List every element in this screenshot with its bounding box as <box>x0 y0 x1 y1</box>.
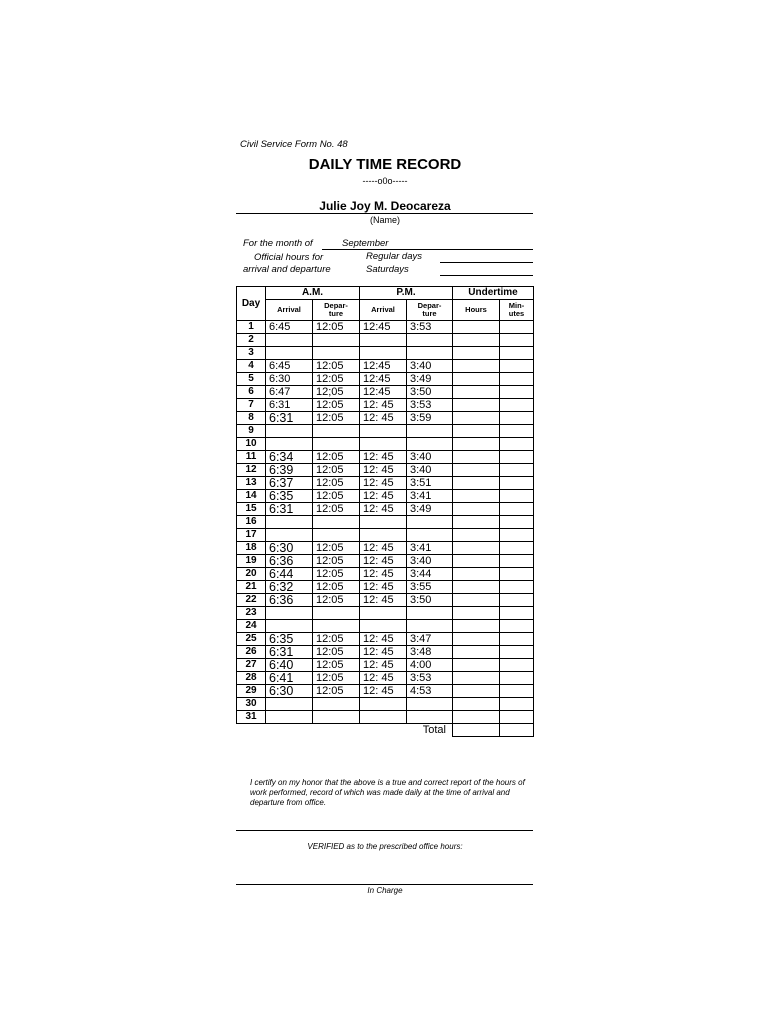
undertime-hours-cell <box>453 373 500 386</box>
undertime-minutes-cell <box>500 568 534 581</box>
undertime-hours-cell <box>453 672 500 685</box>
undertime-minutes-cell <box>500 633 534 646</box>
am-arrival-cell: 6:45 <box>266 360 313 373</box>
employee-name: Julie Joy M. Deocareza <box>319 199 451 213</box>
official-hours-label: Official hours for <box>254 252 324 263</box>
am-departure-cell: 12:05 <box>313 451 360 464</box>
am-arrival-cell: 6:37 <box>266 477 313 490</box>
pm-departure-cell <box>407 334 453 347</box>
table-row <box>237 412 534 425</box>
undertime-hours-cell <box>453 581 500 594</box>
document-title: DAILY TIME RECORD <box>308 156 462 173</box>
table-row <box>237 438 534 451</box>
in-charge-label: In Charge <box>367 886 403 895</box>
day-cell: 7 <box>237 399 266 412</box>
pm-arrival-cell: 12: 45 <box>360 633 407 646</box>
am-arrival-cell <box>266 529 313 542</box>
pm-arrival-cell: 12: 45 <box>360 490 407 503</box>
day-cell: 15 <box>237 503 266 516</box>
undertime-minutes-cell <box>500 425 534 438</box>
day-cell: 31 <box>237 711 266 724</box>
hours-header: Hours <box>453 300 500 321</box>
undertime-minutes-cell <box>500 581 534 594</box>
day-cell: 22 <box>237 594 266 607</box>
undertime-minutes-cell <box>500 360 534 373</box>
table-row <box>237 490 534 503</box>
undertime-header: Undertime <box>453 287 534 300</box>
table-row <box>237 516 534 529</box>
pm-departure-cell: 3:48 <box>407 646 453 659</box>
pm-arrival-cell: 12: 45 <box>360 685 407 698</box>
table-row <box>237 373 534 386</box>
pm-arrival-cell: 12:45 <box>360 360 407 373</box>
am-departure-cell <box>313 334 360 347</box>
pm-arrival-cell: 12: 45 <box>360 555 407 568</box>
undertime-minutes-cell <box>500 711 534 724</box>
pm-arrival-cell <box>360 438 407 451</box>
pm-departure-cell: 3:44 <box>407 568 453 581</box>
undertime-hours-cell <box>453 490 500 503</box>
table-row <box>237 451 534 464</box>
day-cell: 3 <box>237 347 266 360</box>
am-departure-cell: 12:05 <box>313 633 360 646</box>
am-arrival-cell: 6:40 <box>266 659 313 672</box>
am-arrival-cell: 6:39 <box>266 464 313 477</box>
day-cell: 23 <box>237 607 266 620</box>
day-header: Day <box>237 287 266 321</box>
day-cell: 17 <box>237 529 266 542</box>
table-row <box>237 633 534 646</box>
table-row <box>237 659 534 672</box>
day-cell: 13 <box>237 477 266 490</box>
undertime-minutes-cell <box>500 477 534 490</box>
am-arrival-cell <box>266 607 313 620</box>
undertime-minutes-cell <box>500 373 534 386</box>
am-departure-cell: 12:05 <box>313 542 360 555</box>
table-row <box>237 360 534 373</box>
am-arrival-cell: 6:30 <box>266 685 313 698</box>
undertime-minutes-cell <box>500 542 534 555</box>
table-row <box>237 581 534 594</box>
undertime-minutes-cell <box>500 529 534 542</box>
day-cell: 6 <box>237 386 266 399</box>
pm-arrival-cell: 12: 45 <box>360 464 407 477</box>
undertime-minutes-cell <box>500 412 534 425</box>
undertime-hours-cell <box>453 698 500 711</box>
am-arrival-cell <box>266 425 313 438</box>
day-cell: 5 <box>237 373 266 386</box>
day-cell: 20 <box>237 568 266 581</box>
am-departure-cell: 12:05 <box>313 568 360 581</box>
table-row <box>237 568 534 581</box>
pm-departure-header: Depar- ture <box>407 300 453 321</box>
pm-arrival-cell <box>360 607 407 620</box>
undertime-minutes-cell <box>500 698 534 711</box>
am-arrival-cell: 6:45 <box>266 321 313 334</box>
table-row <box>237 464 534 477</box>
arrival-departure-label: arrival and departure <box>243 264 331 275</box>
am-departure-cell: 12:05 <box>313 321 360 334</box>
day-cell: 1 <box>237 321 266 334</box>
undertime-hours-cell <box>453 646 500 659</box>
pm-arrival-cell <box>360 347 407 360</box>
undertime-minutes-cell <box>500 646 534 659</box>
signature-line <box>236 830 533 831</box>
total-minutes <box>500 724 534 737</box>
pm-departure-cell: 3:50 <box>407 594 453 607</box>
minutes-header: Min- utes <box>500 300 534 321</box>
day-cell: 9 <box>237 425 266 438</box>
am-departure-cell: 12:05 <box>313 477 360 490</box>
pm-arrival-cell: 12: 45 <box>360 594 407 607</box>
am-arrival-cell <box>266 516 313 529</box>
pm-arrival-cell: 12: 45 <box>360 503 407 516</box>
am-departure-cell: 12:05 <box>313 360 360 373</box>
day-cell: 24 <box>237 620 266 633</box>
pm-departure-cell: 3:40 <box>407 451 453 464</box>
undertime-minutes-cell <box>500 451 534 464</box>
pm-arrival-cell: 12:45 <box>360 386 407 399</box>
pm-arrival-cell: 12:45 <box>360 321 407 334</box>
regular-days-underline <box>440 262 533 263</box>
table-row <box>237 646 534 659</box>
day-cell: 21 <box>237 581 266 594</box>
undertime-hours-cell <box>453 711 500 724</box>
undertime-minutes-cell <box>500 659 534 672</box>
table-row <box>237 503 534 516</box>
am-departure-cell: 12:05 <box>313 555 360 568</box>
undertime-minutes-cell <box>500 386 534 399</box>
am-departure-cell: 12:05 <box>313 659 360 672</box>
pm-departure-cell: 3:40 <box>407 464 453 477</box>
pm-departure-cell: 3:41 <box>407 490 453 503</box>
form-number: Civil Service Form No. 48 <box>240 139 348 150</box>
undertime-hours-cell <box>453 685 500 698</box>
am-departure-cell <box>313 425 360 438</box>
pm-departure-cell <box>407 711 453 724</box>
undertime-hours-cell <box>453 464 500 477</box>
am-departure-cell: 12:05 <box>313 685 360 698</box>
day-cell: 14 <box>237 490 266 503</box>
undertime-hours-cell <box>453 347 500 360</box>
undertime-minutes-cell <box>500 620 534 633</box>
pm-arrival-cell: 12: 45 <box>360 412 407 425</box>
am-departure-cell: 12:05 <box>313 373 360 386</box>
pm-arrival-cell <box>360 516 407 529</box>
pm-departure-cell: 3:53 <box>407 399 453 412</box>
am-arrival-cell: 6:30 <box>266 542 313 555</box>
pm-arrival-header: Arrival <box>360 300 407 321</box>
am-departure-cell: 12:05 <box>313 646 360 659</box>
am-departure-cell <box>313 347 360 360</box>
pm-departure-cell: 3:59 <box>407 412 453 425</box>
undertime-minutes-cell <box>500 490 534 503</box>
pm-departure-cell: 3:51 <box>407 477 453 490</box>
undertime-minutes-cell <box>500 555 534 568</box>
undertime-minutes-cell <box>500 464 534 477</box>
table-row <box>237 321 534 334</box>
am-departure-cell: 12:05 <box>313 464 360 477</box>
undertime-hours-cell <box>453 386 500 399</box>
pm-departure-cell: 4:00 <box>407 659 453 672</box>
pm-departure-cell: 3:47 <box>407 633 453 646</box>
table-row <box>237 399 534 412</box>
pm-departure-cell: 3:49 <box>407 373 453 386</box>
am-header: A.M. <box>266 287 360 300</box>
am-arrival-cell <box>266 698 313 711</box>
undertime-hours-cell <box>453 334 500 347</box>
day-cell: 18 <box>237 542 266 555</box>
table-row <box>237 711 534 724</box>
day-cell: 4 <box>237 360 266 373</box>
am-departure-cell: 12:05 <box>313 399 360 412</box>
undertime-minutes-cell <box>500 685 534 698</box>
undertime-hours-cell <box>453 568 500 581</box>
undertime-minutes-cell <box>500 334 534 347</box>
am-departure-cell: 12:05 <box>313 503 360 516</box>
undertime-minutes-cell <box>500 672 534 685</box>
pm-arrival-cell: 12: 45 <box>360 451 407 464</box>
pm-arrival-cell: 12: 45 <box>360 646 407 659</box>
pm-departure-cell: 3:41 <box>407 542 453 555</box>
table-row <box>237 386 534 399</box>
am-arrival-cell: 6:30 <box>266 373 313 386</box>
am-departure-cell <box>313 711 360 724</box>
am-arrival-header: Arrival <box>266 300 313 321</box>
am-arrival-cell: 6:36 <box>266 555 313 568</box>
table-subheader-row <box>237 300 534 321</box>
undertime-hours-cell <box>453 451 500 464</box>
am-departure-cell: 12:05 <box>313 412 360 425</box>
day-cell: 10 <box>237 438 266 451</box>
am-departure-cell <box>313 529 360 542</box>
undertime-hours-cell <box>453 529 500 542</box>
certification-text: I certify on my honor that the above is a true and correct report of the hours of work performed, record of which was made daily at the time of arrival and departure from office. <box>250 778 525 807</box>
day-cell: 28 <box>237 672 266 685</box>
pm-departure-cell <box>407 516 453 529</box>
pm-departure-cell: 3:40 <box>407 360 453 373</box>
am-departure-cell <box>313 620 360 633</box>
day-cell: 16 <box>237 516 266 529</box>
table-row <box>237 607 534 620</box>
undertime-hours-cell <box>453 477 500 490</box>
table-row <box>237 334 534 347</box>
day-cell: 29 <box>237 685 266 698</box>
undertime-hours-cell <box>453 633 500 646</box>
pm-arrival-cell <box>360 698 407 711</box>
day-cell: 2 <box>237 334 266 347</box>
pm-arrival-cell <box>360 620 407 633</box>
regular-days-label: Regular days <box>366 251 422 262</box>
table-row <box>237 620 534 633</box>
pm-arrival-cell <box>360 334 407 347</box>
pm-departure-cell <box>407 438 453 451</box>
undertime-minutes-cell <box>500 503 534 516</box>
undertime-hours-cell <box>453 360 500 373</box>
day-cell: 12 <box>237 464 266 477</box>
month-value: September <box>342 238 389 249</box>
am-arrival-cell: 6:32 <box>266 581 313 594</box>
pm-arrival-cell: 12:45 <box>360 373 407 386</box>
table-row <box>237 698 534 711</box>
pm-departure-cell: 3:40 <box>407 555 453 568</box>
am-arrival-cell: 6:35 <box>266 490 313 503</box>
am-departure-cell: 12:05 <box>313 672 360 685</box>
pm-header: P.M. <box>360 287 453 300</box>
am-arrival-cell: 6:35 <box>266 633 313 646</box>
saturdays-underline <box>440 275 533 276</box>
am-arrival-cell: 6:41 <box>266 672 313 685</box>
day-cell: 8 <box>237 412 266 425</box>
undertime-hours-cell <box>453 620 500 633</box>
am-arrival-cell <box>266 438 313 451</box>
am-arrival-cell: 6:47 <box>266 386 313 399</box>
pm-arrival-cell: 12: 45 <box>360 659 407 672</box>
pm-departure-cell <box>407 698 453 711</box>
table-header-row <box>237 287 534 300</box>
undertime-hours-cell <box>453 321 500 334</box>
undertime-hours-cell <box>453 425 500 438</box>
total-hours <box>453 724 500 737</box>
undertime-minutes-cell <box>500 347 534 360</box>
total-row <box>237 724 534 737</box>
table-row <box>237 529 534 542</box>
undertime-hours-cell <box>453 412 500 425</box>
name-underline <box>236 213 533 214</box>
pm-departure-cell: 3:53 <box>407 672 453 685</box>
am-arrival-cell <box>266 620 313 633</box>
name-caption: (Name) <box>369 215 400 225</box>
am-arrival-cell: 6:31 <box>266 399 313 412</box>
pm-departure-cell: 3:49 <box>407 503 453 516</box>
pm-departure-cell <box>407 607 453 620</box>
am-departure-cell: 12:05 <box>313 594 360 607</box>
pm-departure-cell: 4:53 <box>407 685 453 698</box>
pm-arrival-cell: 12: 45 <box>360 477 407 490</box>
undertime-hours-cell <box>453 555 500 568</box>
am-departure-cell <box>313 516 360 529</box>
undertime-minutes-cell <box>500 594 534 607</box>
undertime-hours-cell <box>453 399 500 412</box>
am-arrival-cell <box>266 347 313 360</box>
pm-departure-cell <box>407 620 453 633</box>
pm-departure-cell <box>407 347 453 360</box>
table-row <box>237 685 534 698</box>
pm-arrival-cell: 12: 45 <box>360 542 407 555</box>
pm-departure-cell <box>407 529 453 542</box>
pm-departure-cell: 3:55 <box>407 581 453 594</box>
undertime-minutes-cell <box>500 321 534 334</box>
undertime-hours-cell <box>453 594 500 607</box>
undertime-minutes-cell <box>500 438 534 451</box>
saturdays-label: Saturdays <box>366 264 409 275</box>
pm-arrival-cell: 12: 45 <box>360 581 407 594</box>
undertime-hours-cell <box>453 516 500 529</box>
am-arrival-cell: 6:31 <box>266 412 313 425</box>
am-arrival-cell: 6:31 <box>266 503 313 516</box>
verified-text: VERIFIED as to the prescribed office hours: <box>307 842 463 851</box>
pm-arrival-cell: 12: 45 <box>360 399 407 412</box>
pm-arrival-cell: 12: 45 <box>360 568 407 581</box>
am-arrival-cell <box>266 334 313 347</box>
undertime-minutes-cell <box>500 607 534 620</box>
am-departure-header: Depar- ture <box>313 300 360 321</box>
day-cell: 11 <box>237 451 266 464</box>
day-cell: 26 <box>237 646 266 659</box>
am-arrival-cell: 6:36 <box>266 594 313 607</box>
total-label: Total <box>407 724 453 737</box>
pm-arrival-cell <box>360 425 407 438</box>
am-departure-cell <box>313 438 360 451</box>
table-row <box>237 542 534 555</box>
table-row <box>237 672 534 685</box>
pm-arrival-cell <box>360 529 407 542</box>
month-underline <box>322 249 533 250</box>
am-departure-cell: 12:05 <box>313 490 360 503</box>
am-arrival-cell: 6:44 <box>266 568 313 581</box>
am-arrival-cell <box>266 711 313 724</box>
undertime-minutes-cell <box>500 399 534 412</box>
am-departure-cell <box>313 607 360 620</box>
undertime-minutes-cell <box>500 516 534 529</box>
table-row <box>237 594 534 607</box>
pm-arrival-cell: 12: 45 <box>360 672 407 685</box>
day-cell: 27 <box>237 659 266 672</box>
pm-departure-cell: 3:53 <box>407 321 453 334</box>
in-charge-line <box>236 884 533 885</box>
table-row <box>237 425 534 438</box>
title-ornament: -----o0o----- <box>362 176 408 186</box>
day-cell: 25 <box>237 633 266 646</box>
month-label: For the month of <box>243 238 313 249</box>
pm-departure-cell: 3:50 <box>407 386 453 399</box>
table-row <box>237 477 534 490</box>
am-arrival-cell: 6:31 <box>266 646 313 659</box>
am-departure-cell: 12;05 <box>313 386 360 399</box>
undertime-hours-cell <box>453 607 500 620</box>
undertime-hours-cell <box>453 503 500 516</box>
am-departure-cell <box>313 698 360 711</box>
undertime-hours-cell <box>453 438 500 451</box>
table-row <box>237 347 534 360</box>
undertime-hours-cell <box>453 659 500 672</box>
pm-arrival-cell <box>360 711 407 724</box>
table-row <box>237 555 534 568</box>
am-arrival-cell: 6:34 <box>266 451 313 464</box>
pm-departure-cell <box>407 425 453 438</box>
day-cell: 30 <box>237 698 266 711</box>
time-record-table <box>236 286 534 737</box>
day-cell: 19 <box>237 555 266 568</box>
undertime-hours-cell <box>453 542 500 555</box>
am-departure-cell: 12:05 <box>313 581 360 594</box>
